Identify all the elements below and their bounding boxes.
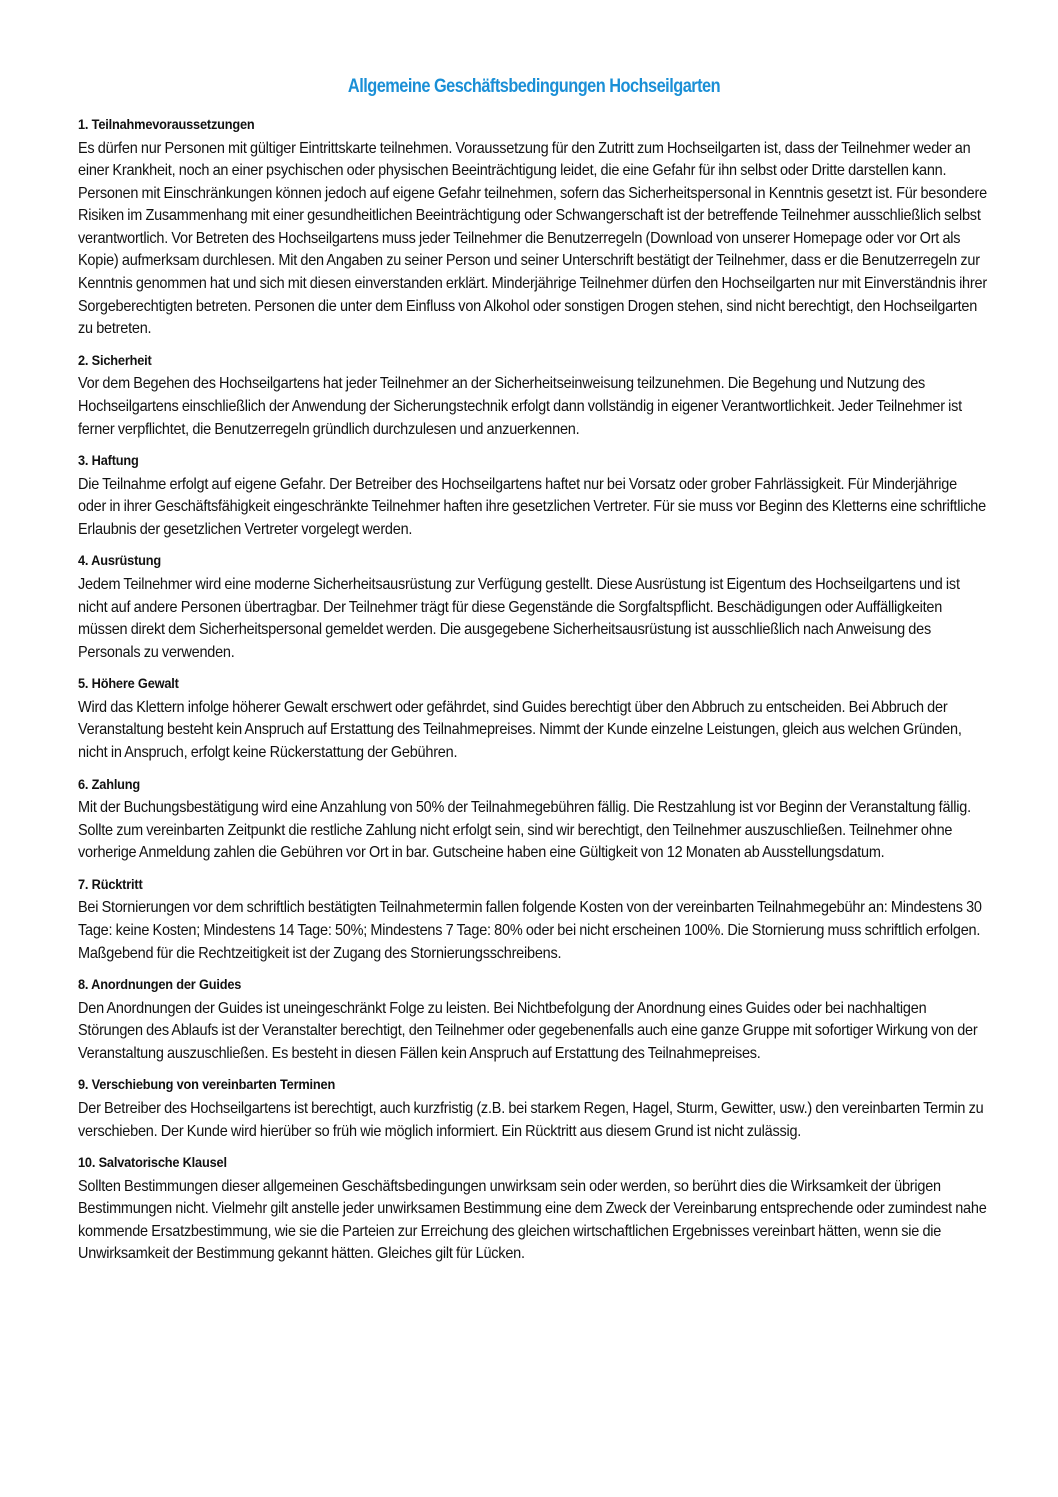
section-heading: 1. Teilnahmevoraussetzungen [78,117,255,133]
document-title: Allgemeine Geschäftsbedingungen Hochseilgarten [347,76,721,97]
section-salvatorische-klausel [78,1152,990,1265]
section-body: Bei Stornierungen vor dem schriftlich bestätigten Teilnahmetermin fallen folgende Kosten von der vereinbarten Teilnahmegebühr an: Mindestens 30 Tage: keine Kosten; Mindestens 14 Tage: 50%; Mindestens 7 Tage: 80% oder bei nicht erscheinen 100%. Die Stornierung muss schriftlich erfolgen. Maßgebend für die Rechtzeitigkeit ist der Zugang des Stornierungsschreibens. [78,898,982,962]
section-body: Jedem Teilnehmer wird eine moderne Sicherheitsausrüstung zur Verfügung gestellt. Diese Ausrüstung ist Eigentum des Hochseilgartens und ist nicht auf andere Personen übertragbar. Der Teilnehmer trägt für diese Gegenstände die Sorgfaltspflicht. Beschädigungen oder Auffälligkeiten müssen direkt dem Sicherheitspersonal gemeldet werden. Die ausgegebene Sicherheitsausrüstung ist ausschließlich nach Anweisung des Personals zu verwenden. [78,574,960,661]
section-heading: 5. Höhere Gewalt [78,676,179,693]
document-page [78,74,990,1275]
section-hoehere-gewalt [78,673,990,763]
section-body: Wird das Klettern infolge höherer Gewalt erschwert oder gefährdet, sind Guides berechtigt über den Abbruch zu entscheiden. Bei Abbruch der Veranstaltung besteht kein Anspruch auf Erstattung des Teilnahmepreises. Nimmt der Kunde einzelne Leistungen, gleich aus welchen Gründen, nicht in Anspruch, erfolgt keine Rückerstattung der Gebühren. [78,697,962,761]
section-body: Mit der Buchungsbestätigung wird eine Anzahlung von 50% der Teilnahmegebühren fällig. Die Restzahlung ist vor Beginn der Veranstaltung fällig. Sollte zum vereinbarten Zeitpunkt die restliche Zahlung nicht erfolgt sein, sind wir berechtigt, den Teilnehmer auszuschließen. Teilnehmer ohne vorherige Anmeldung zahlen die Gebühren vor Ort in bar. Gutscheine haben eine Gültigkeit von 12 Monaten ab Ausstellungsdatum. [78,798,971,862]
section-ruecktritt [78,874,990,964]
section-body: Vor dem Begehen des Hochseilgartens hat jeder Teilnehmer an der Sicherheitseinweisung teilzunehmen. Die Begehung und Nutzung des Hochseilgartens einschließlich der Anwendung der Sicherungstechnik erfolgt dann vollständig in eigener Verantwortlichkeit. Jeder Teilnehmer ist ferner verpflichtet, die Benutzerregeln gründlich durchzulesen und anzuerkennen. [78,374,962,438]
section-anordnungen-der-guides [78,974,990,1064]
section-heading: 10. Salvatorische Klausel [78,1155,227,1172]
section-body: Die Teilnahme erfolgt auf eigene Gefahr. Der Betreiber des Hochseilgartens haftet nur bei Vorsatz oder grober Fahrlässigkeit. Für Minderjährige oder in ihrer Geschäftsfähigkeit eingeschränkte Teilnehmer haften ihre gesetzlichen Vertreter. Für sie muss vor Beginn des Kletterns eine schriftliche Erlaubnis der gesetzlichen Vertreter vorgelegt werden. [78,474,986,538]
section-heading: 6. Zahlung [78,776,141,793]
section-verschiebung-von-terminen [78,1074,990,1142]
section-haftung [78,450,990,540]
section-body: Es dürfen nur Personen mit gültiger Eintrittskarte teilnehmen. Voraussetzung für den Zutritt zum Hochseilgarten ist, dass der Teilnehmer weder an einer Krankheit, noch an einer psychischen oder physischen Beeinträchtigung leidet, die eine Gefahr für ihn selbst oder Dritte darstellen kann. Personen mit Einschränkungen können jedoch auf eigene Gefahr teilnehmen, sofern das Sicherheitspersonal in Kenntnis gesetzt ist. Für besondere Risiken im Zusammenhang mit einer gesundheitlichen Beeinträchtigung oder Schwangerschaft ist der betreffende Teilnehmer ausschließlich selbst verantwortlich. Vor Betreten des Hochseilgartens muss jeder Teilnehmer die Benutzerregeln (Download von unserer Homepage oder vor Ort als Kopie) aufmerksam durchlesen. Mit den Angaben zu seiner Person und seiner Unterschrift bestätigt der Teilnehmer, dass er die Benutzerregeln zur Kenntnis genommen hat und sich mit diesen einverstanden erklärt. Minderjährige Teilnehmer dürfen den Hochseilgarten nur mit Einverständnis ihrer Sorgeberechtigten betreten. Personen die unter dem Einfluss von Alkohol oder sonstigen Drogen stehen, sind nicht berechtigt, den Hochseilgarten zu betreten. [78,138,987,338]
section-heading: 2. Sicherheit [78,352,152,369]
section-teilnahmevoraussetzungen [78,114,990,340]
section-body: Der Betreiber des Hochseilgartens ist berechtigt, auch kurzfristig (z.B. bei starkem Regen, Hagel, Sturm, Gewitter, usw.) den vereinbarten Termin zu verschieben. Der Kunde wird hierüber so früh wie möglich informiert. Ein Rücktritt aus diesem Grund ist nicht zulässig. [78,1098,984,1140]
section-body: Den Anordnungen der Guides ist uneingeschränkt Folge zu leisten. Bei Nichtbefolgung der Anordnung eines Guides oder bei nachhaltigen Störungen des Ablaufs ist der Veranstalter berechtigt, den Teilnehmer oder gegebenenfalls auch eine ganze Gruppe mit sofortiger Wirkung von der Veranstaltung auszuschließen. Es besteht in diesen Fällen kein Anspruch auf Erstattung des Teilnahmepreises. [78,998,978,1062]
section-body: Sollten Bestimmungen dieser allgemeinen Geschäftsbedingungen unwirksam sein oder werden, so berührt dies die Wirksamkeit der übrigen Bestimmungen nicht. Vielmehr gilt anstelle jeder unwirksamen Bestimmung eine dem Zweck der Vereinbarung entsprechende oder zumindest nahe kommende Ersatzbestimmung, wie sie die Parteien zur Erreichung des gleichen wirtschaftlichen Ergebnisses vereinbart hätten, wenn sie die Unwirksamkeit der Bestimmung gekannt hätten. Gleiches gilt für Lücken. [78,1176,987,1263]
section-ausruestung [78,550,990,663]
section-heading: 7. Rücktritt [78,876,143,893]
section-sicherheit [78,350,990,440]
section-zahlung [78,774,990,864]
section-heading: 9. Verschiebung von vereinbarten Terminen [78,1077,336,1094]
section-heading: 4. Ausrüstung [78,553,162,570]
section-heading: 3. Haftung [78,453,139,470]
section-heading: 8. Anordnungen der Guides [78,977,242,994]
